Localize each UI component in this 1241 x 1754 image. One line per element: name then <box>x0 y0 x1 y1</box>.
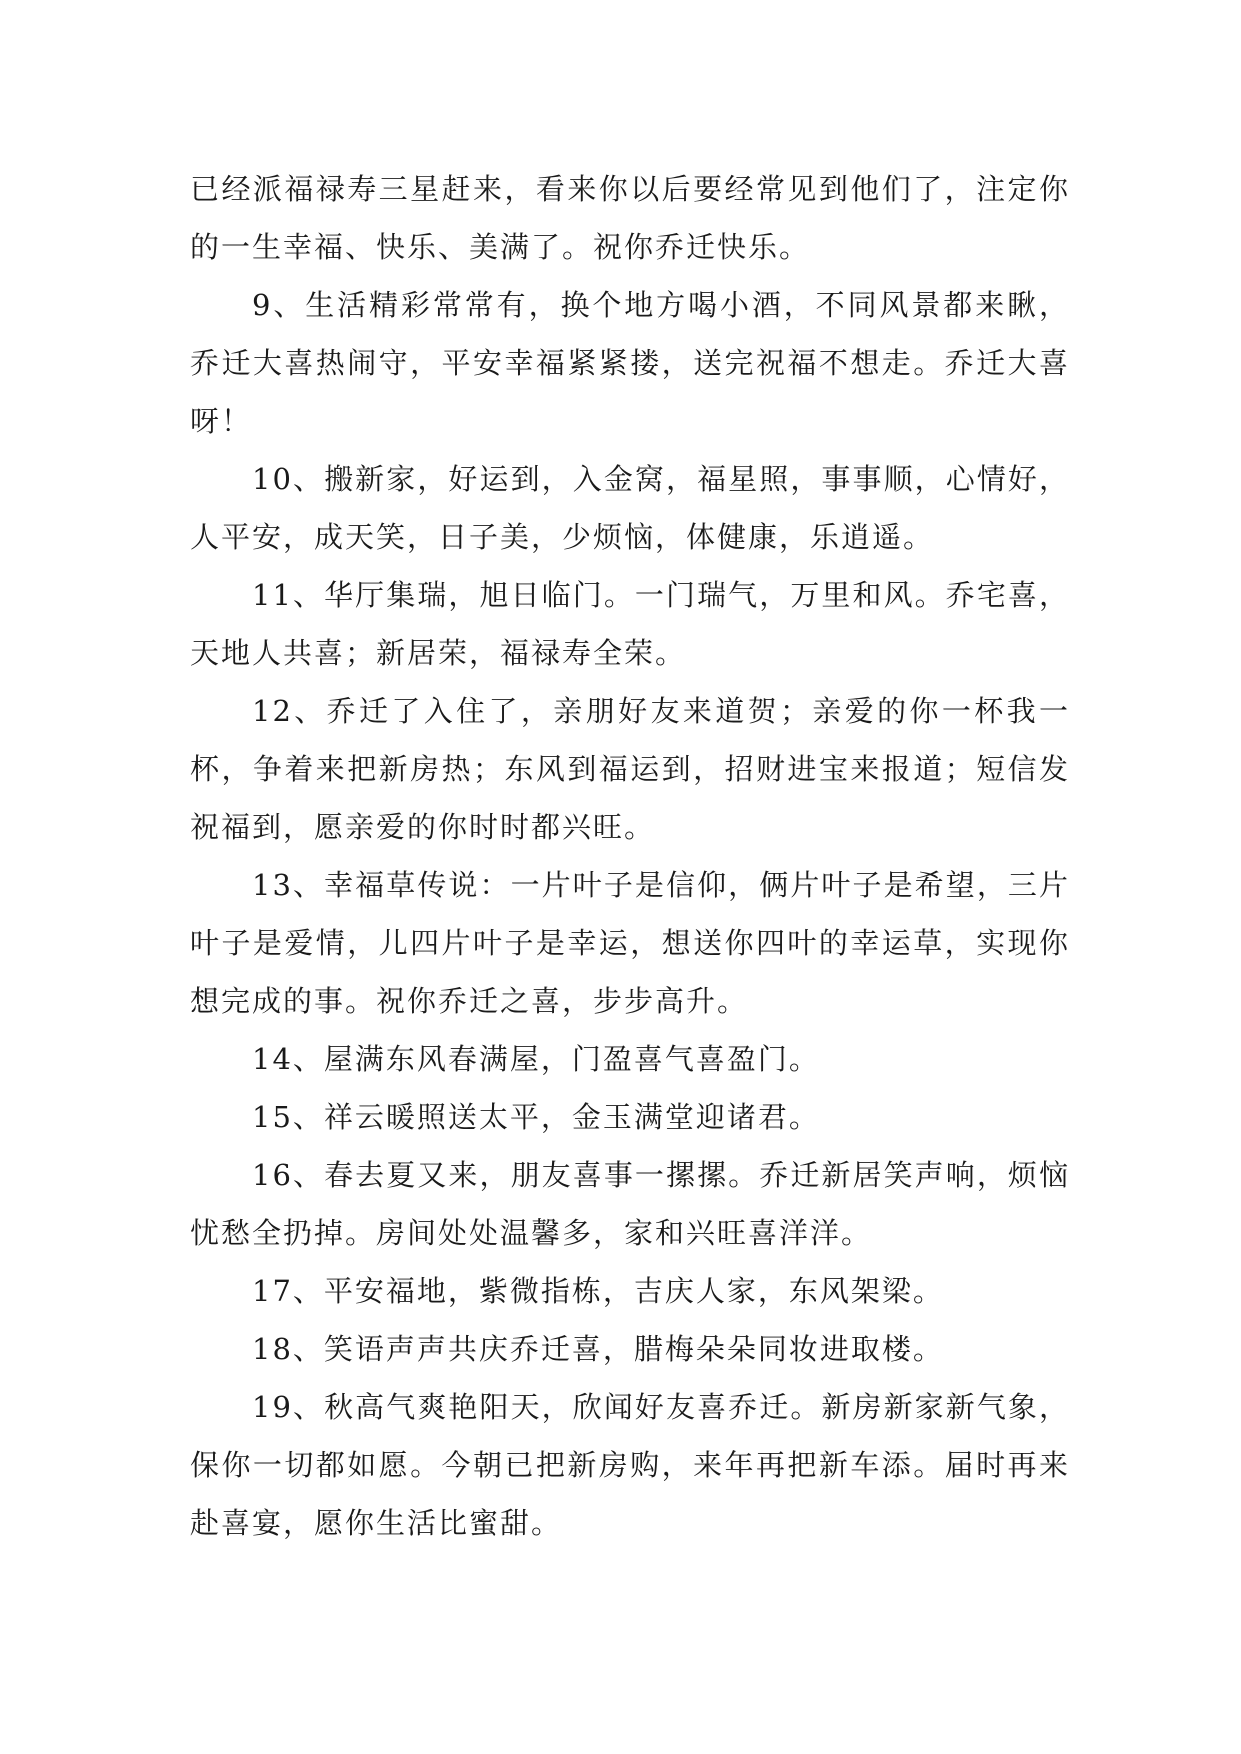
paragraph: 19、秋高气爽艳阳天，欣闻好友喜乔迁。新房新家新气象，保你一切都如愿。今朝已把新房购，来年再把新车添。届时再来赴喜宴，愿你生活比蜜甜。 <box>190 1390 1070 1540</box>
paragraph: 已经派福禄寿三星赶来，看来你以后要经常见到他们了，注定你的一生幸福、快乐、美满了。祝你乔迁快乐。 <box>190 172 1070 264</box>
document-body <box>190 160 1070 1552</box>
paragraph: 10、搬新家，好运到，入金窝，福星照，事事顺，心情好，人平安，成天笑，日子美，少烦恼，体健康，乐逍遥。 <box>190 462 1070 554</box>
paragraph: 14、屋满东风春满屋，门盈喜气喜盈门。 <box>252 1042 820 1076</box>
paragraph: 11、华厅集瑞，旭日临门。一门瑞气，万里和风。乔宅喜，天地人共喜；新居荣，福禄寿全荣。 <box>190 578 1070 670</box>
paragraph: 12、乔迁了入住了，亲朋好友来道贺；亲爱的你一杯我一杯，争着来把新房热；东风到福运到，招财进宝来报道；短信发祝福到，愿亲爱的你时时都兴旺。 <box>190 694 1070 844</box>
paragraph: 13、幸福草传说：一片叶子是信仰，俩片叶子是希望，三片叶子是爱情，儿四片叶子是幸运，想送你四叶的幸运草，实现你想完成的事。祝你乔迁之喜，步步高升。 <box>190 868 1070 1018</box>
paragraph: 9、生活精彩常常有，换个地方喝小酒，不同风景都来瞅，乔迁大喜热闹守，平安幸福紧紧搂，送完祝福不想走。乔迁大喜呀！ <box>190 288 1070 438</box>
paragraph: 16、春去夏又来，朋友喜事一摞摞。乔迁新居笑声响，烦恼忧愁全扔掉。房间处处温馨多，家和兴旺喜洋洋。 <box>190 1158 1070 1250</box>
paragraph: 15、祥云暖照送太平，金玉满堂迎诸君。 <box>252 1100 820 1134</box>
paragraph: 17、平安福地，紫微指栋，吉庆人家，东风架梁。 <box>252 1274 944 1308</box>
paragraph: 18、笑语声声共庆乔迁喜，腊梅朵朵同妆进取楼。 <box>252 1332 944 1366</box>
